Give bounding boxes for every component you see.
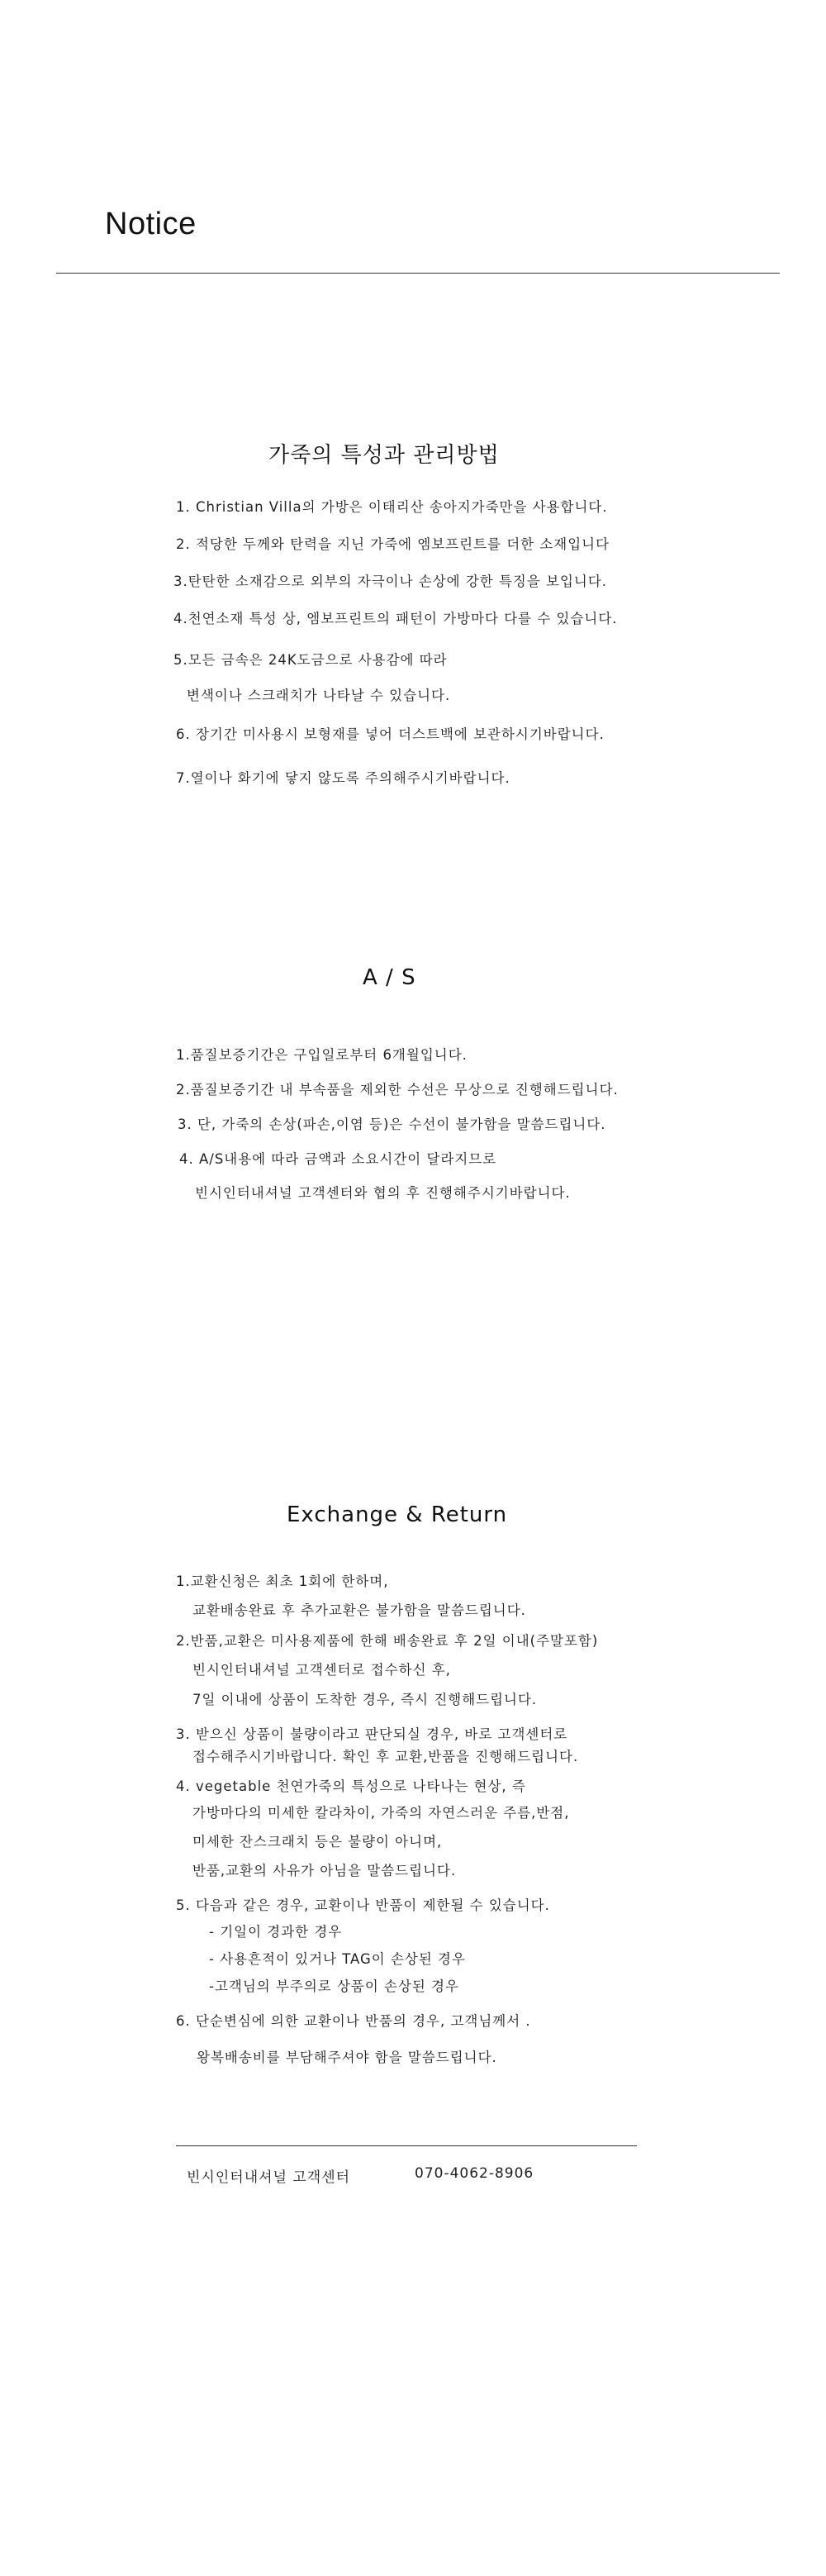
exchange-line-4-cont-1: 가방마다의 미세한 칼라차이, 가죽의 자연스러운 주름,반점, — [192, 1805, 570, 1821]
exchange-line-5-item-3: -고객님의 부주의로 상품이 손상된 경우 — [209, 1978, 459, 1994]
exchange-line-5: 5. 다음과 같은 경우, 교환이나 반품이 제한될 수 있습니다. — [176, 1897, 550, 1913]
exchange-line-3-cont: 접수해주시기바랍니다. 확인 후 교환,반품을 진행해드립니다. — [192, 1749, 579, 1764]
exchange-line-1: 1.교환신청은 최초 1회에 한하며, — [176, 1574, 389, 1589]
exchange-line-2: 2.반품,교환은 미사용제품에 한해 배송완료 후 2일 이내(주말포함) — [176, 1633, 599, 1649]
footer-divider — [176, 2145, 637, 2146]
care-line-7: 7.열이나 화기에 닿지 않도록 주의해주시기바랍니다. — [176, 770, 510, 786]
care-line-2: 2. 적당한 두께와 탄력을 지닌 가죽에 엠보프린트를 더한 소재입니다 — [176, 536, 610, 552]
as-line-2: 2.품질보증기간 내 부속품을 제외한 수선은 무상으로 진행해드립니다. — [176, 1082, 619, 1098]
notice-title: Notice — [105, 207, 197, 241]
as-section-title: A / S — [363, 965, 416, 990]
exchange-line-5-item-2: - 사용흔적이 있거나 TAG이 손상된 경우 — [209, 1951, 466, 1967]
exchange-line-5-item-1: - 기일이 경과한 경우 — [209, 1924, 343, 1940]
exchange-line-4-cont-3: 반품,교환의 사유가 아님을 말씀드립니다. — [192, 1863, 457, 1878]
exchange-line-6: 6. 단순변심에 의한 교환이나 반품의 경우, 고객님께서 . — [176, 2013, 531, 2029]
customer-center-phone: 070-4062-8906 — [415, 2165, 534, 2182]
care-line-5: 5.모든 금속은 24K도금으로 사용감에 따라 — [173, 652, 448, 668]
notice-divider — [56, 273, 780, 274]
exchange-line-4-cont-2: 미세한 잔스크래치 등은 불량이 아니며, — [192, 1834, 443, 1850]
exchange-line-6-cont: 왕복배송비를 부담해주셔야 함을 말씀드립니다. — [197, 2050, 497, 2065]
exchange-line-2-cont-2: 7일 이내에 상품이 도착한 경우, 즉시 진행해드립니다. — [192, 1692, 538, 1707]
care-section-title: 가죽의 특성과 관리방법 — [268, 443, 500, 468]
exchange-line-2-cont-1: 빈시인터내셔널 고객센터로 접수하신 후, — [192, 1662, 451, 1678]
care-line-4: 4.천연소재 특성 상, 엠보프린트의 패턴이 가방마다 다를 수 있습니다. — [173, 611, 618, 626]
as-line-4: 4. A/S내용에 따라 금액과 소요시간이 달라지므로 — [179, 1151, 497, 1167]
as-line-4-cont: 빈시인터내셔널 고객센터와 협의 후 진행해주시기바랍니다. — [195, 1185, 571, 1201]
care-line-5-cont: 변색이나 스크래치가 나타날 수 있습니다. — [187, 688, 451, 703]
as-line-3: 3. 단, 가죽의 손상(파손,이염 등)은 수선이 불가함을 말씀드립니다. — [178, 1117, 606, 1132]
exchange-line-4: 4. vegetable 천연가죽의 특성으로 나타나는 현상, 즉 — [176, 1778, 526, 1794]
care-line-6: 6. 장기간 미사용시 보형재를 넣어 더스트백에 보관하시기바랍니다. — [176, 726, 605, 742]
as-line-1: 1.품질보증기간은 구입일로부터 6개월입니다. — [176, 1047, 468, 1063]
exchange-line-1-cont: 교환배송완료 후 추가교환은 불가함을 말씀드립니다. — [192, 1602, 526, 1618]
customer-center-name: 빈시인터내셔널 고객센터 — [187, 2169, 351, 2186]
care-line-1: 1. Christian Villa의 가방은 이태리산 송아지가죽만을 사용합니다. — [176, 499, 608, 515]
care-line-3: 3.탄탄한 소재감으로 외부의 자극이나 손상에 강한 특징을 보입니다. — [173, 574, 608, 589]
exchange-section-title: Exchange & Return — [287, 1502, 508, 1527]
exchange-line-3: 3. 받으신 상품이 불량이라고 판단되실 경우, 바로 고객센터로 — [176, 1726, 568, 1742]
